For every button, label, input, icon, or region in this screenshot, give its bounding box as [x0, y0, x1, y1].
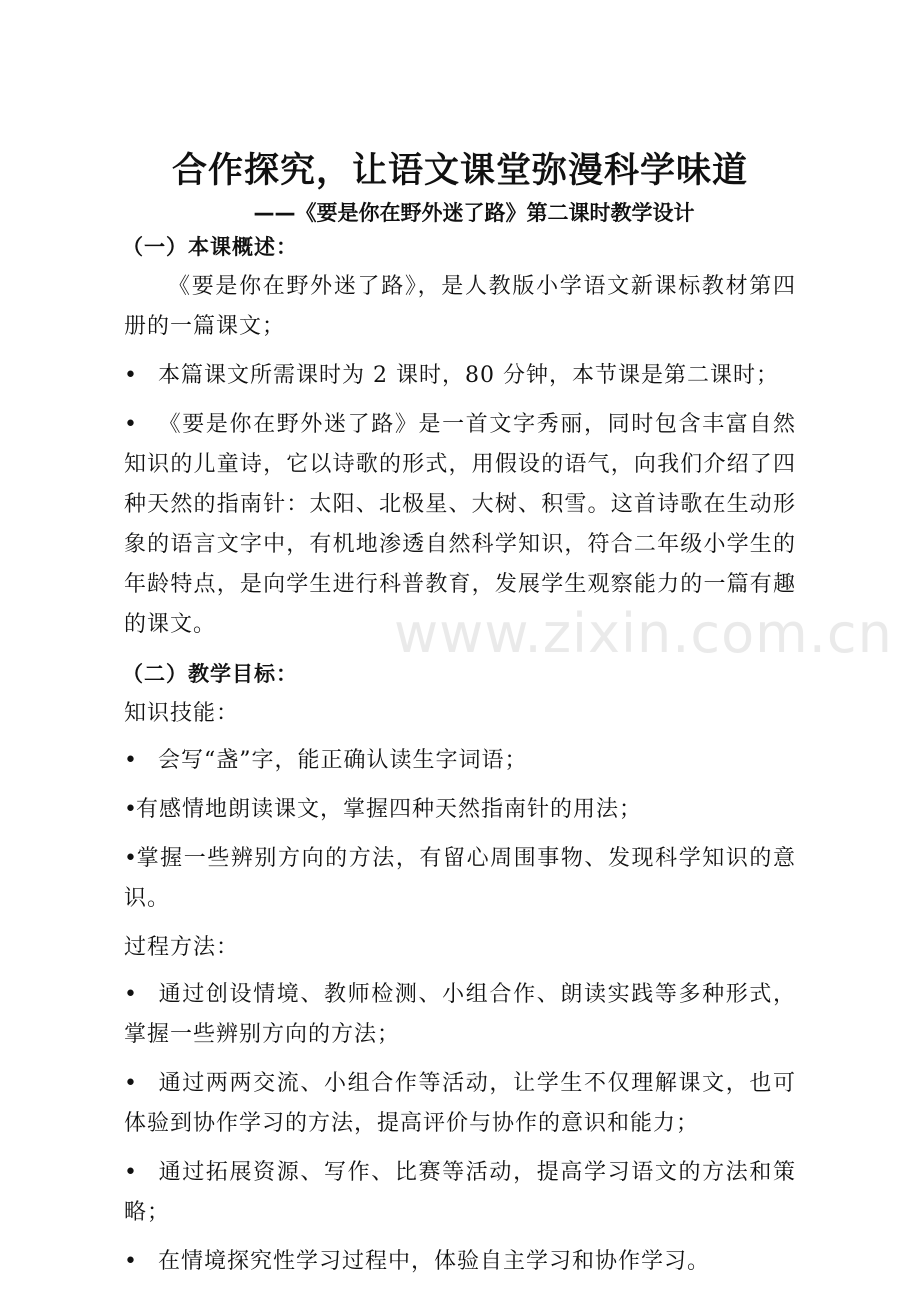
bullet-text: 通过拓展资源、写作、比赛等活动，提高学习语文的方法和策略； — [124, 1160, 796, 1225]
objective-bullet-item — [124, 1064, 796, 1144]
bullet-mark: • — [124, 1249, 138, 1274]
bullet-text: 通过两两交流、小组合作等活动，让学生不仅理解课文，也可体验到协作学习的方法，提高评价与协作的意识和能力； — [124, 1071, 796, 1136]
objective-bullet-item — [124, 1153, 796, 1233]
bullet-mark: • — [124, 412, 138, 437]
bullet-mark: • — [124, 982, 138, 1007]
section-heading-objectives: （二）教学目标： — [122, 662, 298, 686]
bullet-text: 在情境探究性学习过程中，体验自主学习和协作学习。 — [158, 1249, 711, 1274]
bullet-mark: • — [124, 846, 138, 871]
section-heading-overview: （一）本课概述： — [122, 235, 298, 259]
bullet-text: 《要是你在野外迷了路》是一首文字秀丽，同时包含丰富自然知识的儿童诗，它以诗歌的形式，用假设的语气，向我们介绍了四种天然的指南针：太阳、北极星、大树、积雪。这首诗歌在生动形象的语言文字中，有机地渗透自然科学知识，符合二年级小学生的年龄特点，是向学生进行科普教育，发展学生观察能力的一篇有趣的课文。 — [124, 412, 796, 637]
bullet-mark: • — [124, 797, 138, 822]
bullet-text: 会写“盏”字，能正确认读生字词语； — [158, 748, 528, 773]
objective-bullet-item — [124, 741, 796, 781]
page-subtitle: ——《要是你在野外迷了路》第二课时教学设计 — [253, 201, 695, 225]
bullet-mark: • — [124, 363, 138, 388]
group-label-knowledge: 知识技能： — [124, 701, 240, 726]
objective-bullet-item — [124, 839, 796, 919]
bullet-mark: • — [124, 1160, 138, 1185]
page-title: 合作探究，让语文课堂弥漫科学味道 — [171, 151, 748, 191]
bullet-mark: • — [124, 1071, 138, 1096]
watermark-text: www.zixin.com.cn — [394, 602, 893, 665]
overview-intro-paragraph: 《要是你在野外迷了路》，是人教版小学语文新课标教材第四册的一篇课文； — [124, 274, 796, 339]
bullet-text: 有感情地朗读课文，掌握四种天然指南针的用法； — [136, 797, 643, 822]
overview-bullet-item — [124, 356, 796, 396]
bullet-mark: • — [124, 748, 138, 773]
bullet-text: 掌握一些辨别方向的方法，有留心周围事物、发现科学知识的意识。 — [124, 846, 796, 911]
objective-bullet-item — [124, 1242, 796, 1282]
group-label-process: 过程方法： — [124, 935, 240, 960]
objective-bullet-item — [124, 790, 796, 830]
objective-bullet-item — [124, 975, 796, 1055]
document-body — [124, 227, 796, 1291]
overview-bullet-item — [124, 405, 796, 645]
bullet-text: 通过创设情境、教师检测、小组合作、朗读实践等多种形式，掌握一些辨别方向的方法； — [124, 982, 796, 1047]
bullet-text: 本篇课文所需课时为 2 课时，80 分钟，本节课是第二课时； — [158, 363, 779, 388]
